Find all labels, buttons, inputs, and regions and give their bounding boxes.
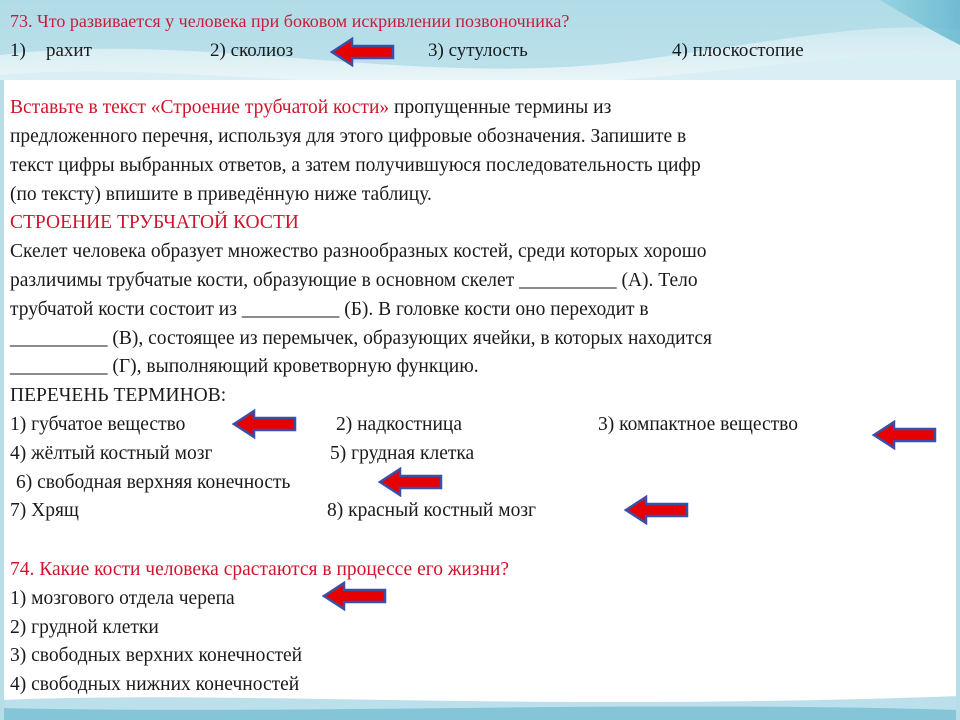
q73-option-1-number: 1) (10, 40, 26, 61)
task-line-4: (по тексту) впишите в приведённую ниже таблицу. (10, 184, 432, 205)
arrow-left-icon (322, 581, 388, 611)
arrow-left-icon (872, 420, 938, 450)
q74-option-3: 3) свободных верхних конечностей (10, 645, 303, 666)
term-7: 7) Хрящ (10, 500, 79, 521)
task-intro (10, 97, 611, 119)
term-1: 1) губчатое вещество (10, 414, 186, 435)
q73-option-3: 3) сутулость (428, 40, 528, 61)
text-line-5: __________ (Г), выполняющий кроветворную функцию. (10, 356, 479, 377)
text-line-1: Скелет человека образует множество разнообразных костей, среди которых хорошо (10, 241, 707, 262)
term-3: 3) компактное вещество (598, 414, 799, 435)
term-4: 4) жёлтый костный мозг (10, 443, 213, 464)
task-line-2: предложенного перечня, используя для этого цифровые обозначения. Запишите в (10, 126, 687, 147)
q73-option-1: рахит (46, 40, 92, 61)
term-2: 2) надкостница (336, 414, 462, 435)
q73-option-4: 4) плоскостопие (672, 40, 804, 61)
section-heading: СТРОЕНИЕ ТРУБЧАТОЙ КОСТИ (10, 212, 299, 233)
q74-option-1: 1) мозгового отдела черепа (10, 588, 235, 609)
text-line-2: различимы трубчатые кости, образующие в основном скелет __________ (А). Тело (10, 270, 698, 291)
text-line-3: трубчатой кости состоит из __________ (Б). В головке кости оно переходит в (10, 299, 649, 320)
arrow-left-icon (232, 409, 298, 439)
q74-option-4: 4) свободных нижних конечностей (10, 674, 300, 695)
q74-option-2: 2) грудной клетки (10, 617, 159, 638)
term-6: 6) свободная верхняя конечность (16, 472, 291, 493)
arrow-left-icon (378, 467, 444, 497)
term-8: 8) красный костный мозг (327, 500, 537, 521)
terms-heading: ПЕРЕЧЕНЬ ТЕРМИНОВ: (10, 385, 227, 406)
question-73: 73. Что развивается у человека при боковом искривлении позвоночника? (10, 11, 570, 31)
term-5: 5) грудная клетка (330, 443, 475, 464)
task-intro-rest: пропущенные термины из (389, 97, 612, 118)
q73-option-2: 2) сколиоз (210, 40, 294, 61)
arrow-left-icon (624, 495, 690, 525)
task-title-red: Вставьте в текст «Строение трубчатой кости» (10, 97, 390, 118)
task-line-3: текст цифры выбранных ответов, а затем получившуюся последовательность цифр (10, 155, 701, 176)
question-74: 74. Какие кости человека срастаются в процессе его жизни? (10, 559, 510, 580)
text-line-4: __________ (В), состоящее из перемычек, образующих ячейки, в которых находится (10, 328, 712, 349)
arrow-left-icon (330, 37, 396, 67)
